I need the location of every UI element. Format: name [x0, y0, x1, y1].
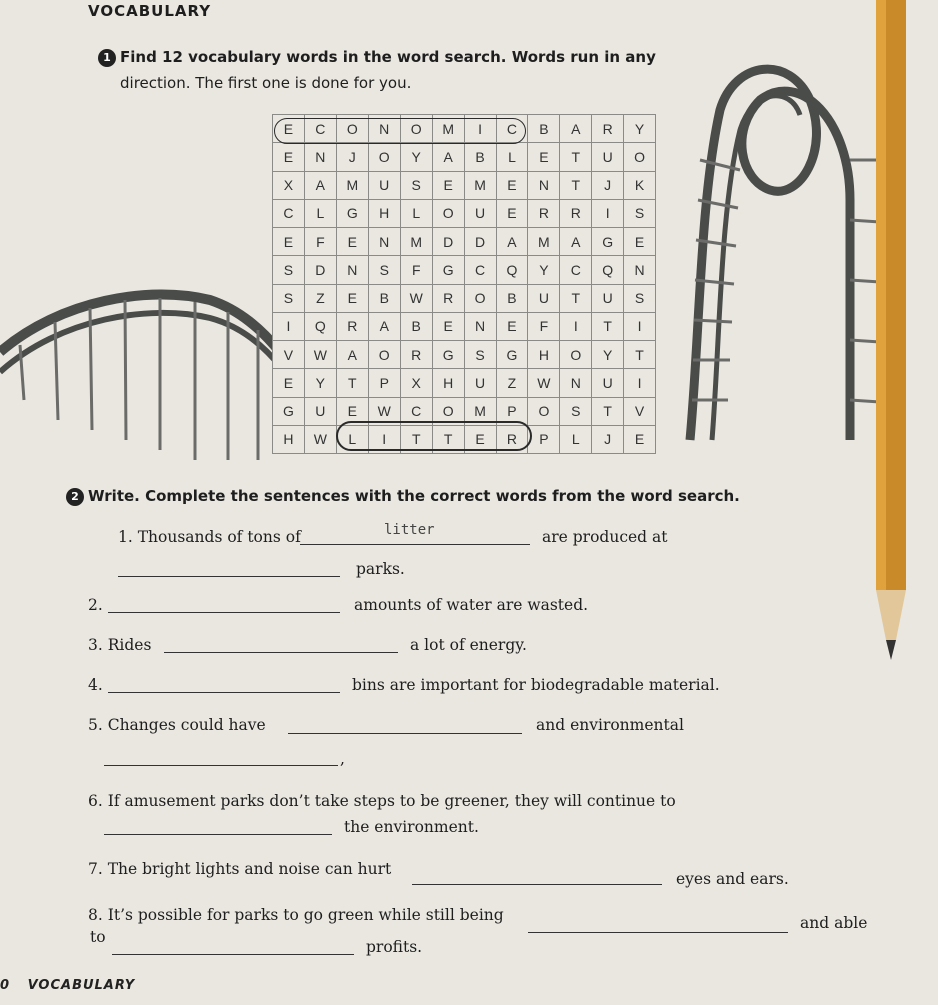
- word-search-cell[interactable]: E: [273, 369, 305, 397]
- word-search-cell[interactable]: R: [560, 199, 592, 227]
- word-search-cell[interactable]: N: [528, 171, 560, 199]
- word-search-cell[interactable]: J: [592, 171, 624, 199]
- word-search-cell[interactable]: E: [336, 397, 368, 425]
- exercise-1-lead: Find 12 vocabulary words in the word search.: [120, 48, 507, 66]
- sentence-1-blank-2[interactable]: [118, 576, 340, 577]
- word-search-cell[interactable]: E: [273, 143, 305, 171]
- word-search-cell[interactable]: C: [560, 256, 592, 284]
- word-search-cell[interactable]: S: [464, 341, 496, 369]
- word-search-cell[interactable]: I: [464, 115, 496, 143]
- word-search-cell[interactable]: N: [464, 312, 496, 340]
- word-search-cell[interactable]: H: [273, 425, 305, 453]
- word-search-row: [273, 143, 656, 171]
- word-search-cell[interactable]: R: [336, 312, 368, 340]
- sentence-5-blank[interactable]: [288, 733, 522, 734]
- word-search-row: [273, 341, 656, 369]
- word-search-grid: [272, 114, 656, 454]
- word-search-cell[interactable]: E: [624, 425, 656, 453]
- word-search-cell[interactable]: U: [368, 171, 400, 199]
- word-search-cell[interactable]: Q: [496, 256, 528, 284]
- word-search-cell[interactable]: A: [560, 115, 592, 143]
- word-search-cell[interactable]: T: [400, 425, 432, 453]
- word-search-cell[interactable]: V: [624, 397, 656, 425]
- word-search-cell[interactable]: M: [464, 397, 496, 425]
- word-search-cell[interactable]: T: [432, 425, 464, 453]
- word-search-cell[interactable]: H: [432, 369, 464, 397]
- sentence-1-middle: are produced at: [542, 528, 668, 546]
- word-search-cell[interactable]: H: [368, 199, 400, 227]
- word-search-cell[interactable]: W: [368, 397, 400, 425]
- word-search-cell[interactable]: X: [273, 171, 305, 199]
- word-search-cell[interactable]: M: [528, 228, 560, 256]
- word-search-cell[interactable]: O: [432, 199, 464, 227]
- sentence-8-middle: and able: [800, 914, 868, 932]
- sentence-3-blank[interactable]: [164, 652, 398, 653]
- word-search-cell[interactable]: O: [432, 397, 464, 425]
- word-search-cell[interactable]: C: [273, 199, 305, 227]
- exercise-2-lead: Write.: [88, 487, 140, 505]
- sentence-7-start: 7. The bright lights and noise can hurt: [88, 860, 392, 878]
- word-search-cell[interactable]: X: [400, 369, 432, 397]
- exercise-1-rest: Words run in any: [511, 48, 656, 66]
- word-search-cell[interactable]: U: [592, 284, 624, 312]
- word-search-cell[interactable]: E: [336, 228, 368, 256]
- word-search-cell[interactable]: Y: [304, 369, 336, 397]
- word-search-cell[interactable]: E: [496, 199, 528, 227]
- word-search-cell[interactable]: S: [624, 284, 656, 312]
- word-search-cell[interactable]: N: [560, 369, 592, 397]
- word-search-cell[interactable]: W: [304, 341, 336, 369]
- word-search-cell[interactable]: W: [528, 369, 560, 397]
- word-search-cell[interactable]: Z: [304, 284, 336, 312]
- word-search-cell[interactable]: U: [528, 284, 560, 312]
- word-search-cell[interactable]: C: [400, 397, 432, 425]
- word-search-cell[interactable]: O: [368, 143, 400, 171]
- exercise-2-rest: Complete the sentences with the correct words from the word search.: [145, 487, 740, 505]
- word-search-cell[interactable]: S: [560, 397, 592, 425]
- exercise-1-instruction-line2: direction. The first one is done for you.: [120, 74, 412, 92]
- word-search-cell[interactable]: F: [304, 228, 336, 256]
- sentence-5-blank-2[interactable]: [104, 765, 338, 766]
- sentence-2-number: 2.: [88, 596, 103, 614]
- left-coaster-track: [0, 294, 280, 460]
- word-search-cell[interactable]: O: [336, 115, 368, 143]
- word-search-cell[interactable]: D: [432, 228, 464, 256]
- word-search-cell[interactable]: Y: [400, 143, 432, 171]
- word-search-cell[interactable]: I: [560, 312, 592, 340]
- word-search-cell[interactable]: L: [496, 143, 528, 171]
- word-search-cell[interactable]: M: [432, 115, 464, 143]
- word-search-cell[interactable]: O: [528, 397, 560, 425]
- sentence-1-answer: litter: [384, 522, 435, 538]
- word-search-cell[interactable]: A: [496, 228, 528, 256]
- word-search-cell[interactable]: F: [400, 256, 432, 284]
- word-search-cell[interactable]: E: [496, 171, 528, 199]
- word-search-cell[interactable]: T: [336, 369, 368, 397]
- word-search-cell[interactable]: I: [624, 312, 656, 340]
- word-search-row: [273, 228, 656, 256]
- sentence-1-end: parks.: [356, 560, 405, 578]
- word-search-cell[interactable]: E: [528, 143, 560, 171]
- word-search-cell[interactable]: U: [592, 143, 624, 171]
- word-search-cell[interactable]: E: [273, 115, 305, 143]
- word-search-row: [273, 425, 656, 453]
- word-search-cell[interactable]: J: [336, 143, 368, 171]
- word-search-cell[interactable]: O: [368, 341, 400, 369]
- word-search-cell[interactable]: U: [464, 369, 496, 397]
- word-search-cell[interactable]: S: [273, 284, 305, 312]
- sentence-5-punct: ,: [340, 750, 345, 768]
- word-search-cell[interactable]: L: [400, 199, 432, 227]
- exercise-2-badge: 2: [66, 488, 84, 506]
- word-search-cell[interactable]: Y: [528, 256, 560, 284]
- sentence-4-number: 4.: [88, 676, 103, 694]
- word-search-row: [273, 256, 656, 284]
- word-search-row: [273, 369, 656, 397]
- word-search-cell[interactable]: B: [528, 115, 560, 143]
- word-search-cell[interactable]: A: [304, 171, 336, 199]
- word-search-cell[interactable]: G: [432, 341, 464, 369]
- footer-label: VOCABULARY: [27, 978, 136, 993]
- word-search-cell[interactable]: D: [464, 228, 496, 256]
- word-search-cell[interactable]: N: [336, 256, 368, 284]
- word-search: [272, 114, 656, 454]
- word-search-cell[interactable]: E: [624, 228, 656, 256]
- exercise-1-instruction: [120, 48, 656, 66]
- word-search-row: [273, 397, 656, 425]
- word-search-cell[interactable]: L: [336, 425, 368, 453]
- word-search-cell[interactable]: M: [400, 228, 432, 256]
- word-search-cell[interactable]: T: [560, 143, 592, 171]
- sentence-7-end: eyes and ears.: [676, 870, 789, 888]
- sentence-5-start: 5. Changes could have: [88, 716, 266, 734]
- word-search-cell[interactable]: Y: [592, 341, 624, 369]
- word-search-row: [273, 284, 656, 312]
- word-search-cell[interactable]: E: [336, 284, 368, 312]
- sentence-2-end: amounts of water are wasted.: [354, 596, 589, 614]
- word-search-cell[interactable]: T: [560, 284, 592, 312]
- word-search-cell[interactable]: I: [592, 199, 624, 227]
- word-search-cell[interactable]: O: [464, 284, 496, 312]
- word-search-cell[interactable]: S: [273, 256, 305, 284]
- word-search-cell[interactable]: J: [592, 425, 624, 453]
- word-search-cell[interactable]: V: [273, 341, 305, 369]
- word-search-cell[interactable]: A: [560, 228, 592, 256]
- word-search-cell[interactable]: Y: [624, 115, 656, 143]
- word-search-cell[interactable]: C: [304, 115, 336, 143]
- sentence-1-start: 1. Thousands of tons of: [118, 528, 301, 546]
- word-search-cell[interactable]: B: [368, 284, 400, 312]
- sentence-7-blank[interactable]: [412, 884, 662, 885]
- page-number: 0: [0, 978, 11, 993]
- word-search-cell[interactable]: U: [304, 397, 336, 425]
- word-search-cell[interactable]: W: [304, 425, 336, 453]
- sentence-4-blank[interactable]: [108, 692, 340, 693]
- word-search-cell[interactable]: M: [464, 171, 496, 199]
- word-search-cell[interactable]: G: [496, 341, 528, 369]
- word-search-cell[interactable]: T: [592, 312, 624, 340]
- word-search-cell[interactable]: G: [273, 397, 305, 425]
- word-search-cell[interactable]: N: [368, 228, 400, 256]
- sentence-5-end: and environmental: [536, 716, 684, 734]
- word-search-cell[interactable]: O: [560, 341, 592, 369]
- word-search-cell[interactable]: G: [592, 228, 624, 256]
- word-search-cell[interactable]: S: [624, 199, 656, 227]
- word-search-cell[interactable]: Q: [304, 312, 336, 340]
- word-search-cell[interactable]: R: [496, 425, 528, 453]
- sentence-1-blank[interactable]: [300, 544, 530, 545]
- sentence-2-blank[interactable]: [108, 612, 340, 613]
- word-search-cell[interactable]: U: [592, 369, 624, 397]
- word-search-cell[interactable]: B: [464, 143, 496, 171]
- sentence-6-blank[interactable]: [104, 834, 332, 835]
- word-search-cell[interactable]: L: [560, 425, 592, 453]
- sentence-4-end: bins are important for biodegradable material.: [352, 676, 720, 694]
- word-search-cell[interactable]: B: [496, 284, 528, 312]
- word-search-cell[interactable]: E: [496, 312, 528, 340]
- word-search-cell[interactable]: I: [368, 425, 400, 453]
- sentence-8-start: 8. It’s possible for parks to go green while still being: [88, 906, 504, 924]
- word-search-cell[interactable]: B: [400, 312, 432, 340]
- word-search-cell[interactable]: Z: [496, 369, 528, 397]
- word-search-cell[interactable]: D: [304, 256, 336, 284]
- exercise-2-instruction: [88, 487, 740, 505]
- word-search-cell[interactable]: H: [528, 341, 560, 369]
- word-search-cell[interactable]: E: [273, 228, 305, 256]
- sentence-3-end: a lot of energy.: [410, 636, 527, 654]
- word-search-cell[interactable]: O: [624, 143, 656, 171]
- exercise-1-badge: 1: [98, 49, 116, 67]
- word-search-row: [273, 199, 656, 227]
- word-search-cell[interactable]: E: [432, 312, 464, 340]
- word-search-cell[interactable]: O: [400, 115, 432, 143]
- word-search-row: [273, 312, 656, 340]
- word-search-cell[interactable]: N: [624, 256, 656, 284]
- word-search-cell[interactable]: N: [304, 143, 336, 171]
- word-search-cell[interactable]: A: [432, 143, 464, 171]
- right-coaster-loop: [690, 69, 880, 440]
- word-search-cell[interactable]: C: [464, 256, 496, 284]
- word-search-row: [273, 115, 656, 143]
- word-search-cell[interactable]: P: [368, 369, 400, 397]
- word-search-cell[interactable]: P: [528, 425, 560, 453]
- sentence-8-end: profits.: [366, 938, 423, 956]
- word-search-cell[interactable]: E: [432, 171, 464, 199]
- word-search-cell[interactable]: R: [528, 199, 560, 227]
- word-search-row: [273, 171, 656, 199]
- pencil: [876, 0, 906, 660]
- sentence-8-blank-2[interactable]: [112, 954, 354, 955]
- word-search-cell[interactable]: K: [624, 171, 656, 199]
- word-search-cell[interactable]: A: [336, 341, 368, 369]
- word-search-cell[interactable]: F: [528, 312, 560, 340]
- word-search-cell[interactable]: A: [368, 312, 400, 340]
- word-search-cell[interactable]: P: [496, 397, 528, 425]
- word-search-cell[interactable]: Q: [592, 256, 624, 284]
- section-header: VOCABULARY: [88, 2, 212, 20]
- word-search-cell[interactable]: N: [368, 115, 400, 143]
- word-search-cell[interactable]: R: [400, 341, 432, 369]
- word-search-cell[interactable]: S: [400, 171, 432, 199]
- sentence-6-end: the environment.: [344, 818, 479, 836]
- word-search-cell[interactable]: M: [336, 171, 368, 199]
- word-search-cell[interactable]: G: [336, 199, 368, 227]
- word-search-cell[interactable]: S: [368, 256, 400, 284]
- word-search-cell[interactable]: I: [273, 312, 305, 340]
- word-search-cell[interactable]: T: [624, 341, 656, 369]
- word-search-cell[interactable]: L: [304, 199, 336, 227]
- word-search-cell[interactable]: W: [400, 284, 432, 312]
- word-search-cell[interactable]: T: [560, 171, 592, 199]
- sentence-3-start: 3. Rides: [88, 636, 152, 654]
- word-search-cell[interactable]: R: [432, 284, 464, 312]
- word-search-cell[interactable]: U: [464, 199, 496, 227]
- page-footer: [0, 978, 135, 993]
- word-search-cell[interactable]: C: [496, 115, 528, 143]
- sentence-8-to: to: [90, 928, 106, 946]
- word-search-cell[interactable]: G: [432, 256, 464, 284]
- word-search-cell[interactable]: T: [592, 397, 624, 425]
- sentence-8-blank[interactable]: [528, 932, 788, 933]
- sentence-6-start: 6. If amusement parks don’t take steps to be greener, they will continue to: [88, 792, 676, 810]
- word-search-cell[interactable]: R: [592, 115, 624, 143]
- word-search-cell[interactable]: I: [624, 369, 656, 397]
- word-search-cell[interactable]: E: [464, 425, 496, 453]
